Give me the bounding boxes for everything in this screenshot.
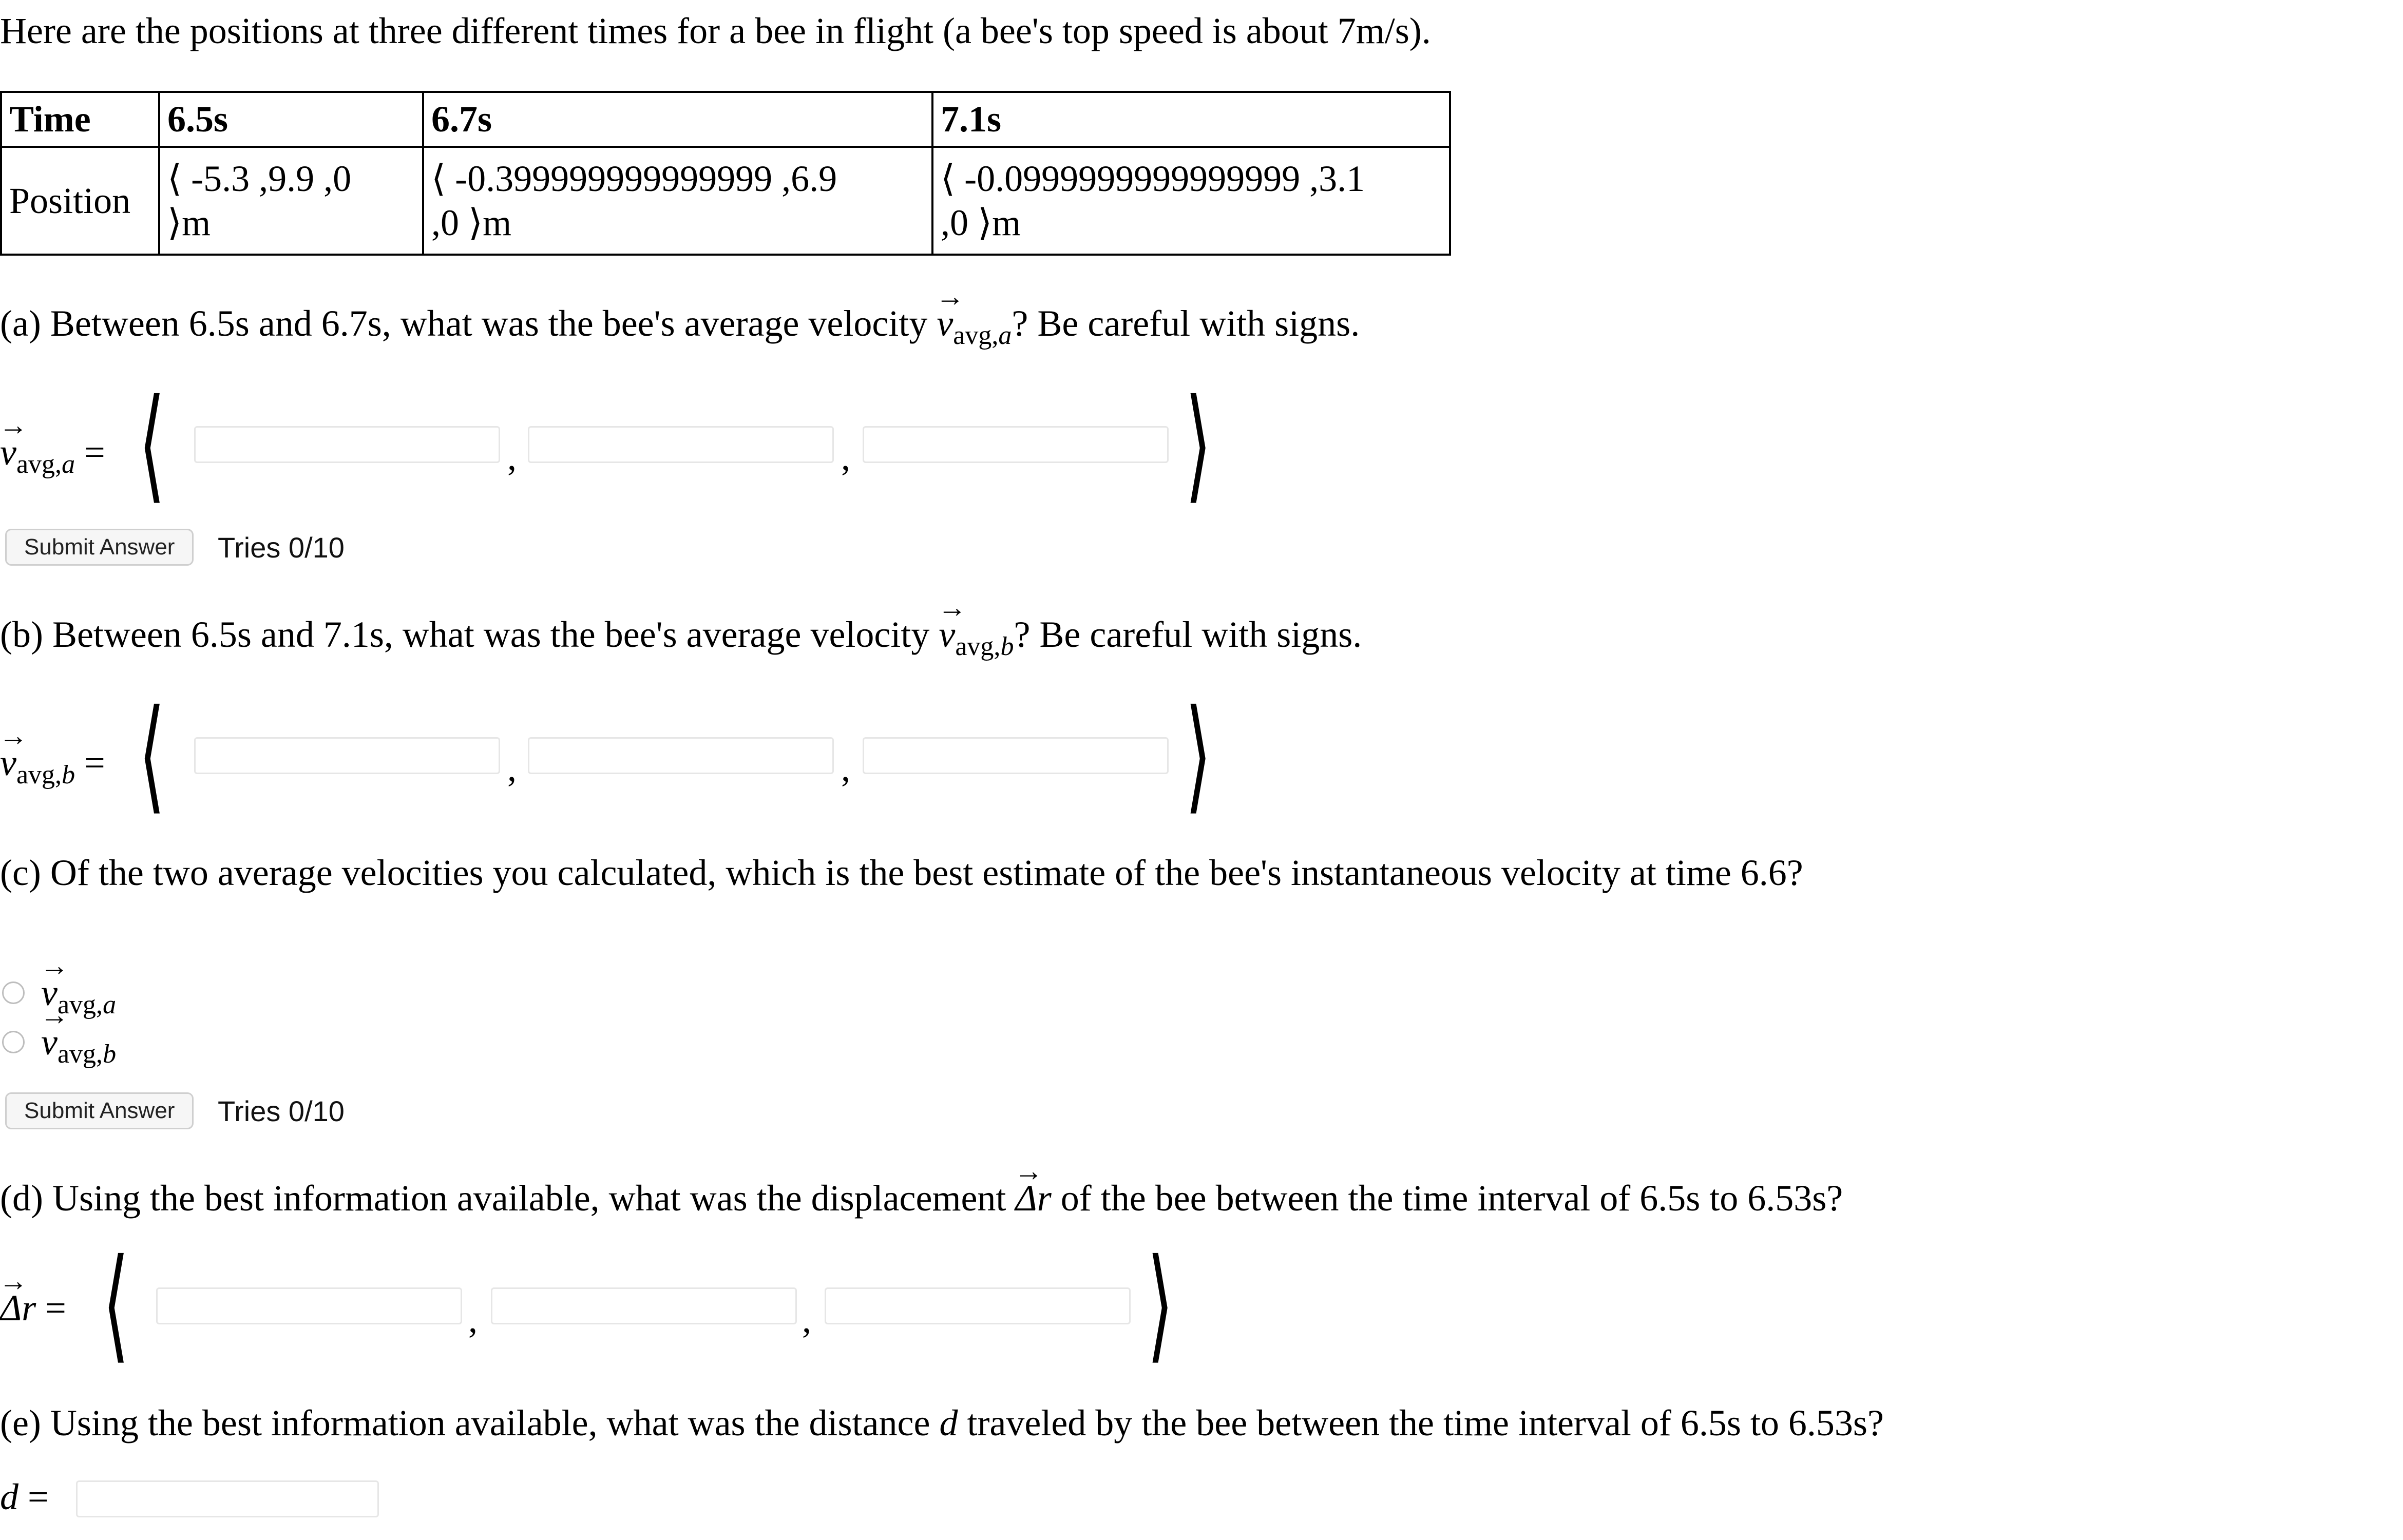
distance-label: d = bbox=[0, 1476, 49, 1517]
displacement-z-input[interactable] bbox=[825, 1287, 1131, 1324]
position-cell bbox=[159, 147, 423, 255]
question-b: (b) Between 6.5s and 7.1s, what was the bee's average velocity → $v_{avg,b}$? Be careful with signs. bbox=[0, 616, 1362, 653]
table-header-time: 6.5s bbox=[159, 92, 423, 147]
left-angle-bracket: ⟨ bbox=[103, 1232, 129, 1376]
position-value-line2: ⟩m bbox=[167, 202, 211, 243]
table-row bbox=[1, 92, 1450, 147]
velocity-b-z-input[interactable] bbox=[863, 737, 1169, 774]
position-value-line1: ⟨ -0.0999999999999999 ,3.1 bbox=[941, 158, 1365, 199]
displacement-x-input[interactable] bbox=[156, 1287, 462, 1324]
distance-input[interactable] bbox=[76, 1480, 379, 1517]
left-angle-bracket: ⟨ bbox=[139, 683, 165, 826]
option-b-radio[interactable] bbox=[2, 1031, 25, 1053]
position-value-line2: ,0 ⟩m bbox=[431, 202, 512, 243]
question-e: (e) Using the best information available, what was the distance d traveled by the bee between the time interval of 6.5s to 6.53s? bbox=[0, 1402, 1884, 1443]
position-cell bbox=[423, 147, 932, 255]
comma: , bbox=[507, 437, 517, 478]
position-table bbox=[0, 91, 1451, 256]
right-angle-bracket: ⟩ bbox=[1185, 683, 1212, 826]
option-a-label: → $v_{avg,a}$ bbox=[41, 974, 116, 1011]
comma: , bbox=[841, 748, 850, 789]
position-cell bbox=[932, 147, 1450, 255]
question-a: (a) Between 6.5s and 6.7s, what was the bee's average velocity → $v_{avg,a}$? Be careful with signs. bbox=[0, 305, 1360, 342]
velocity-a-y-input[interactable] bbox=[528, 426, 834, 463]
velocity-a-x-input[interactable] bbox=[194, 426, 500, 463]
comma: , bbox=[468, 1299, 478, 1340]
position-value-line2: ,0 ⟩m bbox=[941, 202, 1021, 243]
displacement-label: → Δr = bbox=[0, 1289, 66, 1326]
velocity-a-label: → $v_{avg,a}$ = bbox=[0, 434, 105, 471]
table-row bbox=[1, 147, 1450, 255]
question-c: (c) Of the two average velocities you calculated, which is the best estimate of the bee's instantaneous velocity at time 6.6? bbox=[0, 852, 1803, 893]
right-angle-bracket: ⟩ bbox=[1147, 1232, 1174, 1376]
velocity-a-z-input[interactable] bbox=[863, 426, 1169, 463]
intro-text: Here are the positions at three different times for a bee in flight (a bee's top speed is about 7m/s). bbox=[0, 10, 1431, 51]
velocity-b-x-input[interactable] bbox=[194, 737, 500, 774]
submit-answer-button[interactable]: Submit Answer bbox=[5, 1092, 194, 1129]
comma: , bbox=[507, 748, 517, 789]
position-value-line1: ⟨ -0.399999999999999 ,6.9 bbox=[431, 158, 837, 199]
comma: , bbox=[841, 437, 850, 478]
tries-counter: Tries 0/10 bbox=[218, 531, 345, 564]
table-header-time: 7.1s bbox=[932, 92, 1450, 147]
option-b-label: → $v_{avg,b}$ bbox=[41, 1024, 116, 1061]
left-angle-bracket: ⟨ bbox=[139, 372, 165, 516]
velocity-b-y-input[interactable] bbox=[528, 737, 834, 774]
table-header-time: Time bbox=[1, 92, 159, 147]
submit-answer-button[interactable]: Submit Answer bbox=[5, 529, 194, 566]
comma: , bbox=[802, 1299, 811, 1340]
displacement-y-input[interactable] bbox=[491, 1287, 797, 1324]
right-angle-bracket: ⟩ bbox=[1185, 372, 1212, 516]
position-label: Position bbox=[1, 147, 159, 255]
option-a-radio[interactable] bbox=[2, 981, 25, 1004]
question-d: (d) Using the best information available, what was the displacement → Δr of the bee between the time interval of 6.5s to 6.53s? bbox=[0, 1180, 1843, 1217]
velocity-b-label: → $v_{avg,b}$ = bbox=[0, 744, 105, 781]
tries-counter: Tries 0/10 bbox=[218, 1095, 345, 1127]
position-value-line1: ⟨ -5.3 ,9.9 ,0 bbox=[167, 158, 352, 199]
table-header-time: 6.7s bbox=[423, 92, 932, 147]
